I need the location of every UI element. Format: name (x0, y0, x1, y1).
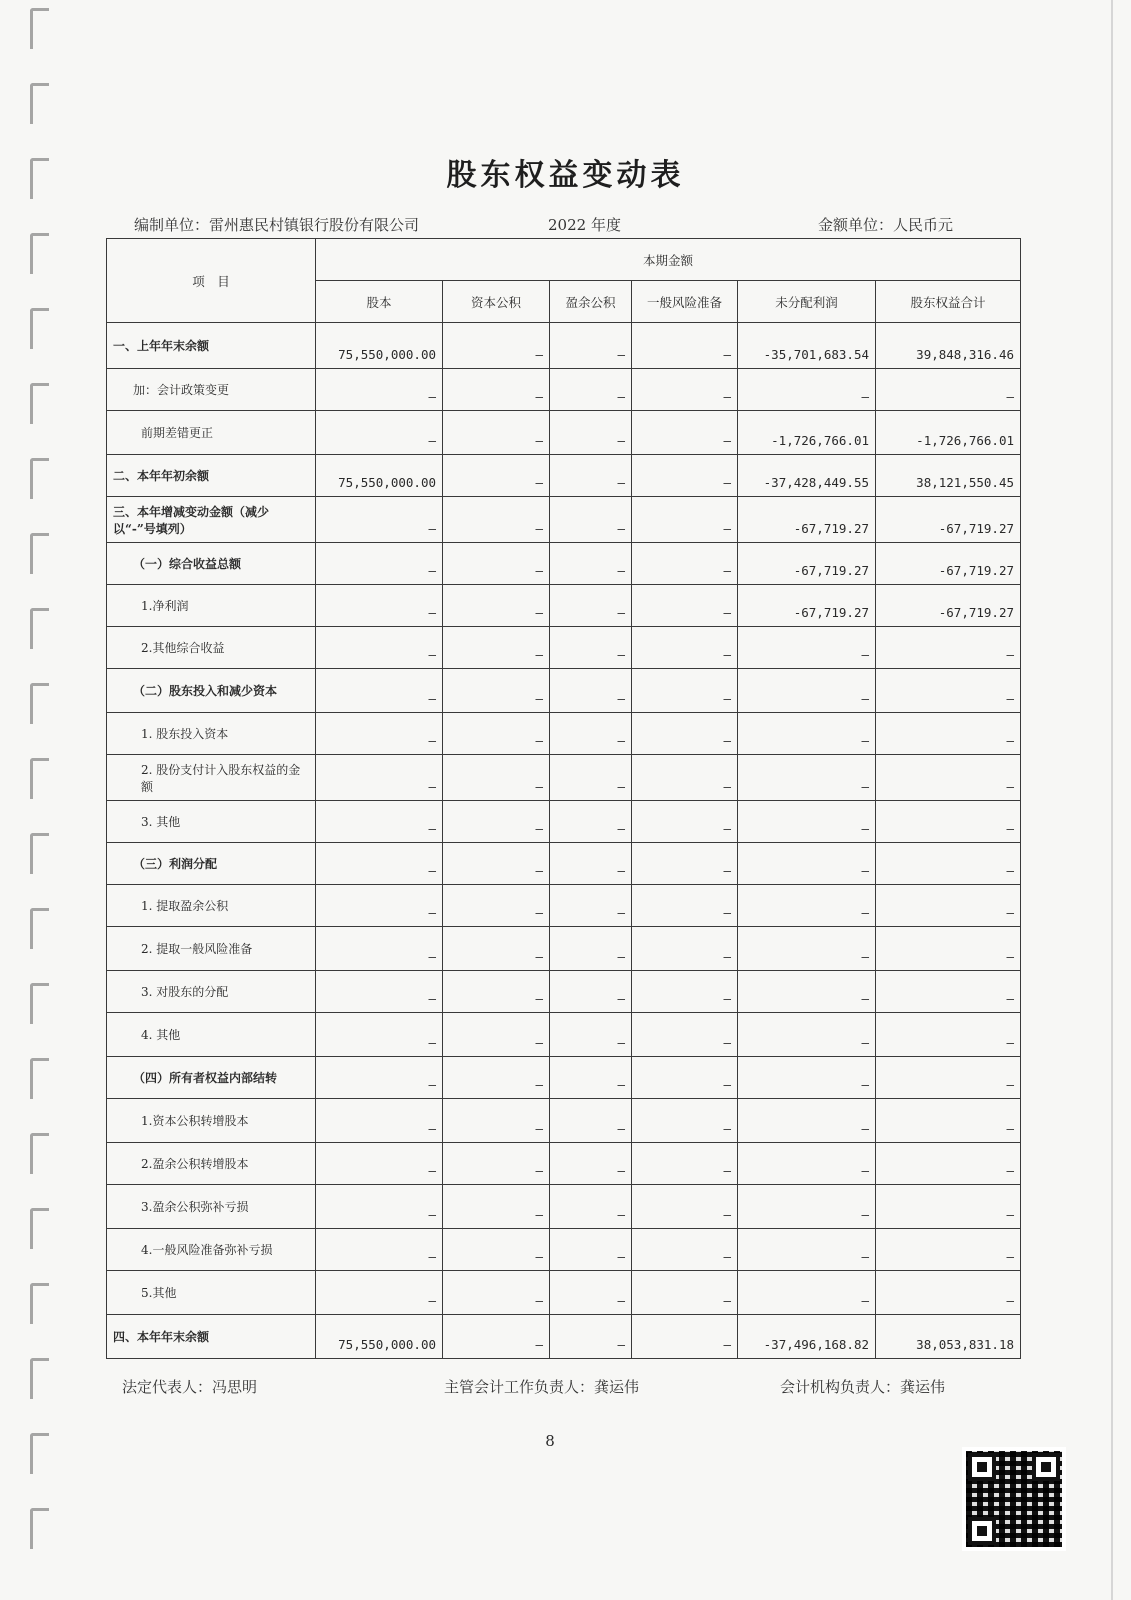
qr-code-icon (962, 1447, 1066, 1551)
table-row (107, 713, 1021, 755)
table-row (107, 669, 1021, 713)
value-cell: – (316, 627, 443, 669)
value-cell: – (550, 1057, 632, 1099)
equity-change-table (106, 238, 1021, 1359)
value-cell: – (443, 1013, 550, 1057)
row-label: 5.其他 (107, 1271, 316, 1315)
current-period-header: 本期金额 (316, 239, 1021, 281)
value-cell: – (738, 801, 876, 843)
value-cell: – (316, 1013, 443, 1057)
column-header: 一般风险准备 (632, 281, 738, 323)
value-cell: – (876, 1143, 1021, 1185)
value-cell: 39,848,316.46 (876, 323, 1021, 369)
currency-label: 金额单位：人民币元 (818, 216, 954, 234)
value-cell: – (443, 627, 550, 669)
binder-hole-mark (30, 383, 49, 424)
value-cell: – (443, 1229, 550, 1271)
value-cell: – (443, 713, 550, 755)
table-row (107, 411, 1021, 455)
value-cell: – (316, 1057, 443, 1099)
value-cell: – (632, 455, 738, 497)
row-label: 1. 提取盈余公积 (107, 885, 316, 927)
value-cell: – (738, 1057, 876, 1099)
value-cell: – (876, 801, 1021, 843)
value-cell: – (550, 1013, 632, 1057)
value-cell: – (316, 1271, 443, 1315)
value-cell: – (632, 1143, 738, 1185)
row-label: 4.一般风险准备弥补亏损 (107, 1229, 316, 1271)
value-cell: – (443, 411, 550, 455)
value-cell: – (550, 411, 632, 455)
value-cell: – (316, 971, 443, 1013)
binder-hole-mark (30, 233, 49, 274)
value-cell: – (738, 885, 876, 927)
legal-representative: 法定代表人：冯思明 (122, 1378, 258, 1396)
value-cell: – (550, 323, 632, 369)
row-label: 三、本年增减变动金额（减少以“-”号填列） (107, 497, 316, 543)
row-label: 加：会计政策变更 (107, 369, 316, 411)
value-cell: – (316, 843, 443, 885)
value-cell: – (738, 1271, 876, 1315)
value-cell: 38,053,831.18 (876, 1315, 1021, 1359)
table-row (107, 1143, 1021, 1185)
value-cell: – (876, 713, 1021, 755)
value-cell: 75,550,000.00 (316, 1315, 443, 1359)
value-cell: – (316, 1185, 443, 1229)
value-cell: – (632, 1271, 738, 1315)
value-cell: – (443, 1057, 550, 1099)
row-label: 3. 其他 (107, 801, 316, 843)
row-label: 前期差错更正 (107, 411, 316, 455)
value-cell: -67,719.27 (738, 543, 876, 585)
page-edge (1111, 0, 1113, 1600)
row-label: 1.资本公积转增股本 (107, 1099, 316, 1143)
binder-hole-mark (30, 1208, 49, 1249)
row-label: 1. 股东投入资本 (107, 713, 316, 755)
accounting-head: 主管会计工作负责人：龚运伟 (444, 1378, 640, 1396)
value-cell: – (738, 971, 876, 1013)
value-cell: – (632, 755, 738, 801)
row-label: 二、本年年初余额 (107, 455, 316, 497)
value-cell: – (443, 323, 550, 369)
value-cell: – (316, 801, 443, 843)
value-cell: – (443, 455, 550, 497)
value-cell: – (550, 885, 632, 927)
table-row (107, 1229, 1021, 1271)
value-cell: – (550, 1271, 632, 1315)
row-label: 3. 对股东的分配 (107, 971, 316, 1013)
value-cell: – (316, 755, 443, 801)
binder-hole-mark (30, 1283, 49, 1324)
value-cell: -67,719.27 (876, 585, 1021, 627)
table-row (107, 497, 1021, 543)
table-row (107, 1315, 1021, 1359)
value-cell: – (632, 369, 738, 411)
value-cell: – (738, 1099, 876, 1143)
value-cell: – (443, 369, 550, 411)
value-cell: – (550, 1315, 632, 1359)
value-cell: -1,726,766.01 (738, 411, 876, 455)
value-cell: – (550, 755, 632, 801)
value-cell: – (550, 927, 632, 971)
value-cell: – (443, 1099, 550, 1143)
value-cell: – (876, 1057, 1021, 1099)
value-cell: – (876, 1229, 1021, 1271)
value-cell: – (738, 755, 876, 801)
table-row (107, 627, 1021, 669)
value-cell: – (876, 1099, 1021, 1143)
binder-hole-mark (30, 1058, 49, 1099)
table-row (107, 1271, 1021, 1315)
table-row (107, 1099, 1021, 1143)
value-cell: – (632, 585, 738, 627)
value-cell: – (550, 497, 632, 543)
binder-hole-mark (30, 458, 49, 499)
binder-hole-mark (30, 1133, 49, 1174)
row-label: 1.净利润 (107, 585, 316, 627)
row-label: （一）综合收益总额 (107, 543, 316, 585)
value-cell: – (443, 885, 550, 927)
value-cell: – (738, 1143, 876, 1185)
value-cell: – (632, 669, 738, 713)
value-cell: -67,719.27 (738, 585, 876, 627)
table-row (107, 885, 1021, 927)
year-label: 2022 年度 (548, 216, 621, 234)
value-cell: – (876, 627, 1021, 669)
table-row (107, 1013, 1021, 1057)
column-header: 盈余公积 (550, 281, 632, 323)
value-cell: – (632, 1185, 738, 1229)
value-cell: – (876, 755, 1021, 801)
page-number: 8 (545, 1432, 555, 1450)
table-row (107, 801, 1021, 843)
binder-hole-mark (30, 83, 49, 124)
binder-hole-mark (30, 758, 49, 799)
value-cell: – (738, 369, 876, 411)
value-cell: – (632, 627, 738, 669)
value-cell: – (316, 927, 443, 971)
value-cell: -67,719.27 (876, 497, 1021, 543)
value-cell: – (876, 1013, 1021, 1057)
value-cell: – (632, 713, 738, 755)
value-cell: – (316, 497, 443, 543)
table-row (107, 971, 1021, 1013)
value-cell: – (632, 1315, 738, 1359)
table-row (107, 323, 1021, 369)
value-cell: – (632, 971, 738, 1013)
value-cell: – (443, 497, 550, 543)
row-label: 3.盈余公积弥补亏损 (107, 1185, 316, 1229)
value-cell: -67,719.27 (876, 543, 1021, 585)
value-cell: – (738, 1013, 876, 1057)
value-cell: – (632, 1013, 738, 1057)
value-cell: – (443, 971, 550, 1013)
value-cell: – (443, 1143, 550, 1185)
value-cell: – (738, 1229, 876, 1271)
table-row (107, 369, 1021, 411)
value-cell: – (550, 455, 632, 497)
column-header: 未分配利润 (738, 281, 876, 323)
table-row (107, 755, 1021, 801)
table-row (107, 843, 1021, 885)
value-cell: – (632, 543, 738, 585)
value-cell: – (632, 1229, 738, 1271)
value-cell: – (550, 369, 632, 411)
value-cell: – (550, 1185, 632, 1229)
value-cell: – (316, 411, 443, 455)
row-label: 2.盈余公积转增股本 (107, 1143, 316, 1185)
value-cell: – (443, 543, 550, 585)
row-label: 4. 其他 (107, 1013, 316, 1057)
value-cell: – (876, 1271, 1021, 1315)
binder-hole-mark (30, 983, 49, 1024)
row-label: 四、本年年末余额 (107, 1315, 316, 1359)
value-cell: – (876, 927, 1021, 971)
table-row (107, 585, 1021, 627)
binder-hole-mark (30, 833, 49, 874)
binder-hole-mark (30, 1358, 49, 1399)
value-cell: – (550, 627, 632, 669)
binder-hole-mark (30, 683, 49, 724)
table-row (107, 543, 1021, 585)
value-cell: – (738, 843, 876, 885)
value-cell: -37,496,168.82 (738, 1315, 876, 1359)
value-cell: – (632, 885, 738, 927)
row-label: （三）利润分配 (107, 843, 316, 885)
value-cell: -67,719.27 (738, 497, 876, 543)
value-cell: -1,726,766.01 (876, 411, 1021, 455)
item-column-header: 项 目 (107, 239, 316, 323)
value-cell: -35,701,683.54 (738, 323, 876, 369)
table-row (107, 455, 1021, 497)
value-cell: – (316, 1143, 443, 1185)
column-header: 股本 (316, 281, 443, 323)
value-cell: 75,550,000.00 (316, 323, 443, 369)
value-cell: 75,550,000.00 (316, 455, 443, 497)
value-cell: – (550, 585, 632, 627)
value-cell: – (550, 1229, 632, 1271)
value-cell: – (632, 411, 738, 455)
table-row (107, 1185, 1021, 1229)
value-cell: – (632, 323, 738, 369)
value-cell: – (550, 543, 632, 585)
value-cell: – (550, 1143, 632, 1185)
value-cell: – (632, 927, 738, 971)
value-cell: – (632, 843, 738, 885)
value-cell: – (550, 801, 632, 843)
table-row (107, 927, 1021, 971)
binder-hole-mark (30, 908, 49, 949)
binder-hole-mark (30, 8, 49, 49)
value-cell: – (632, 1099, 738, 1143)
value-cell: – (316, 585, 443, 627)
value-cell: – (443, 1315, 550, 1359)
accounting-dept-head: 会计机构负责人：龚运伟 (780, 1378, 946, 1396)
row-label: 2. 提取一般风险准备 (107, 927, 316, 971)
value-cell: – (876, 843, 1021, 885)
value-cell: – (316, 369, 443, 411)
row-label: （四）所有者权益内部结转 (107, 1057, 316, 1099)
value-cell: – (876, 971, 1021, 1013)
value-cell: – (316, 1229, 443, 1271)
row-label: 2. 股份支付计入股东权益的金额 (107, 755, 316, 801)
value-cell: – (550, 1099, 632, 1143)
value-cell: – (316, 885, 443, 927)
value-cell: 38,121,550.45 (876, 455, 1021, 497)
value-cell: – (876, 369, 1021, 411)
value-cell: – (443, 843, 550, 885)
row-label: 2.其他综合收益 (107, 627, 316, 669)
value-cell: – (738, 713, 876, 755)
value-cell: – (316, 543, 443, 585)
value-cell: – (550, 843, 632, 885)
value-cell: – (443, 755, 550, 801)
value-cell: – (550, 713, 632, 755)
value-cell: – (632, 801, 738, 843)
value-cell: – (316, 1099, 443, 1143)
value-cell: – (316, 669, 443, 713)
value-cell: – (316, 713, 443, 755)
column-header: 股东权益合计 (876, 281, 1021, 323)
value-cell: – (876, 1185, 1021, 1229)
value-cell: – (550, 971, 632, 1013)
value-cell: – (443, 801, 550, 843)
value-cell: – (443, 1185, 550, 1229)
binder-hole-mark (30, 308, 49, 349)
value-cell: – (632, 497, 738, 543)
value-cell: – (443, 927, 550, 971)
value-cell: – (876, 669, 1021, 713)
company-label: 编制单位：雷州惠民村镇银行股份有限公司 (134, 216, 420, 234)
value-cell: – (738, 669, 876, 713)
value-cell: – (443, 585, 550, 627)
value-cell: – (876, 885, 1021, 927)
column-header: 资本公积 (443, 281, 550, 323)
document-title: 股东权益变动表 (446, 158, 685, 193)
value-cell: – (738, 627, 876, 669)
value-cell: – (550, 669, 632, 713)
value-cell: – (738, 1185, 876, 1229)
binder-hole-mark (30, 608, 49, 649)
value-cell: – (738, 927, 876, 971)
binder-hole-mark (30, 1508, 49, 1549)
table-row (107, 1057, 1021, 1099)
value-cell: – (443, 1271, 550, 1315)
binder-hole-mark (30, 533, 49, 574)
value-cell: – (632, 1057, 738, 1099)
value-cell: – (443, 669, 550, 713)
row-label: （二）股东投入和减少资本 (107, 669, 316, 713)
value-cell: -37,428,449.55 (738, 455, 876, 497)
row-label: 一、上年年末余额 (107, 323, 316, 369)
